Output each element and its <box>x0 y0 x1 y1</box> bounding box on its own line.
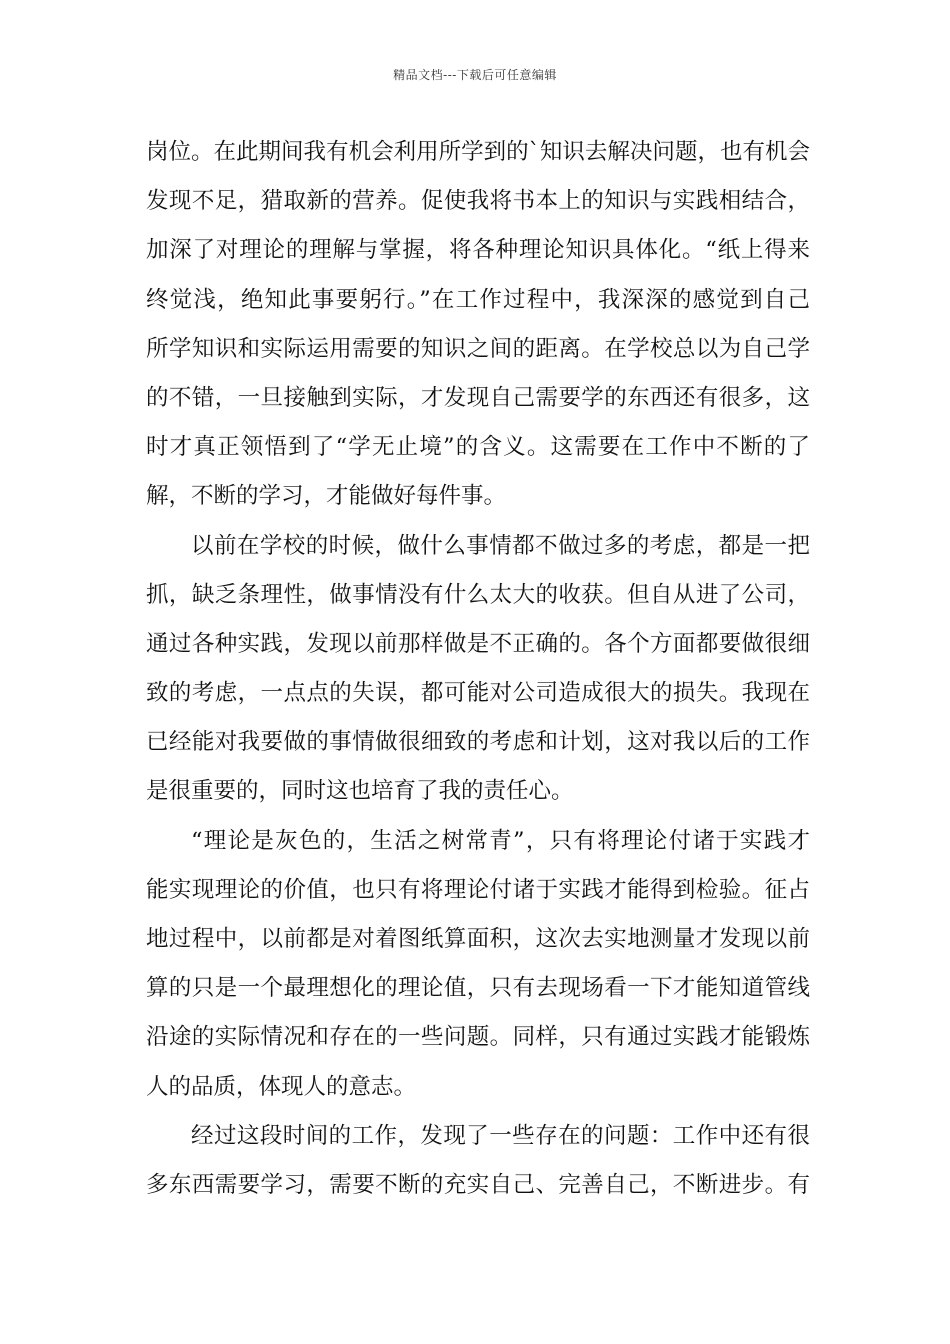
text-line: “理论是灰色的，生活之树常青”，只有将理论付诸于实践才 <box>191 827 810 854</box>
text-line: 算的只是一个最理想化的理论值，只有去现场看一下才能知道管线 <box>146 975 810 1002</box>
text-line: 加深了对理论的理解与掌握，将各种理论知识具体化。“纸上得来 <box>146 237 810 264</box>
text-line: 抓，缺乏条理性，做事情没有什么太大的收获。但自从进了公司， <box>146 581 810 608</box>
text-line: 以前在学校的时候，做什么事情都不做过多的考虑，都是一把 <box>191 532 810 559</box>
text-line: 发现不足，猎取新的营养。促使我将书本上的知识与实践相结合， <box>146 188 810 215</box>
text-line: 通过各种实践，发现以前那样做是不正确的。各个方面都要做很细 <box>146 630 810 657</box>
paragraph <box>146 1112 810 1210</box>
text-line: 沿途的实际情况和存在的一些问题。同样，只有通过实践才能锻炼 <box>146 1024 810 1051</box>
text-line: 人的品质，体现人的意志。 <box>146 1073 417 1100</box>
paragraph <box>146 522 810 817</box>
text-line: 致的考虑，一点点的失误，都可能对公司造成很大的损失。我现在 <box>146 680 810 707</box>
paragraph <box>146 817 810 1112</box>
text-line: 已经能对我要做的事情做很细致的考虑和计划，这对我以后的工作 <box>146 729 810 756</box>
text-line: 岗位。在此期间我有机会利用所学到的`知识去解决问题，也有机会 <box>146 139 810 165</box>
text-line: 能实现理论的价值，也只有将理论付诸于实践才能得到检验。征占 <box>146 876 810 903</box>
paragraph <box>146 128 810 522</box>
text-line: 是很重要的，同时这也培育了我的责任心。 <box>146 778 574 805</box>
text-line: 的不错，一旦接触到实际，才发现自己需要学的东西还有很多，这 <box>146 384 810 411</box>
text-line: 经过这段时间的工作，发现了一些存在的问题：工作中还有很 <box>191 1122 810 1149</box>
text-line: 地过程中，以前都是对着图纸算面积，这次去实地测量才发现以前 <box>146 926 810 952</box>
text-line: 解，不断的学习，才能做好每件事。 <box>146 483 507 510</box>
text-line: 时才真正领悟到了“学无止境”的含义。这需要在工作中不断的了 <box>146 434 810 461</box>
text-line: 多东西需要学习，需要不断的充实自己、完善自己，不断进步。有 <box>146 1171 810 1198</box>
document-body <box>146 128 810 1210</box>
page-header: 精品文档---下载后可任意编辑 <box>393 68 557 82</box>
text-line: 所学知识和实际运用需要的知识之间的距离。在学校总以为自己学 <box>146 335 810 362</box>
text-line: 终觉浅，绝知此事要躬行。”在工作过程中，我深深的感觉到自己 <box>146 286 810 313</box>
